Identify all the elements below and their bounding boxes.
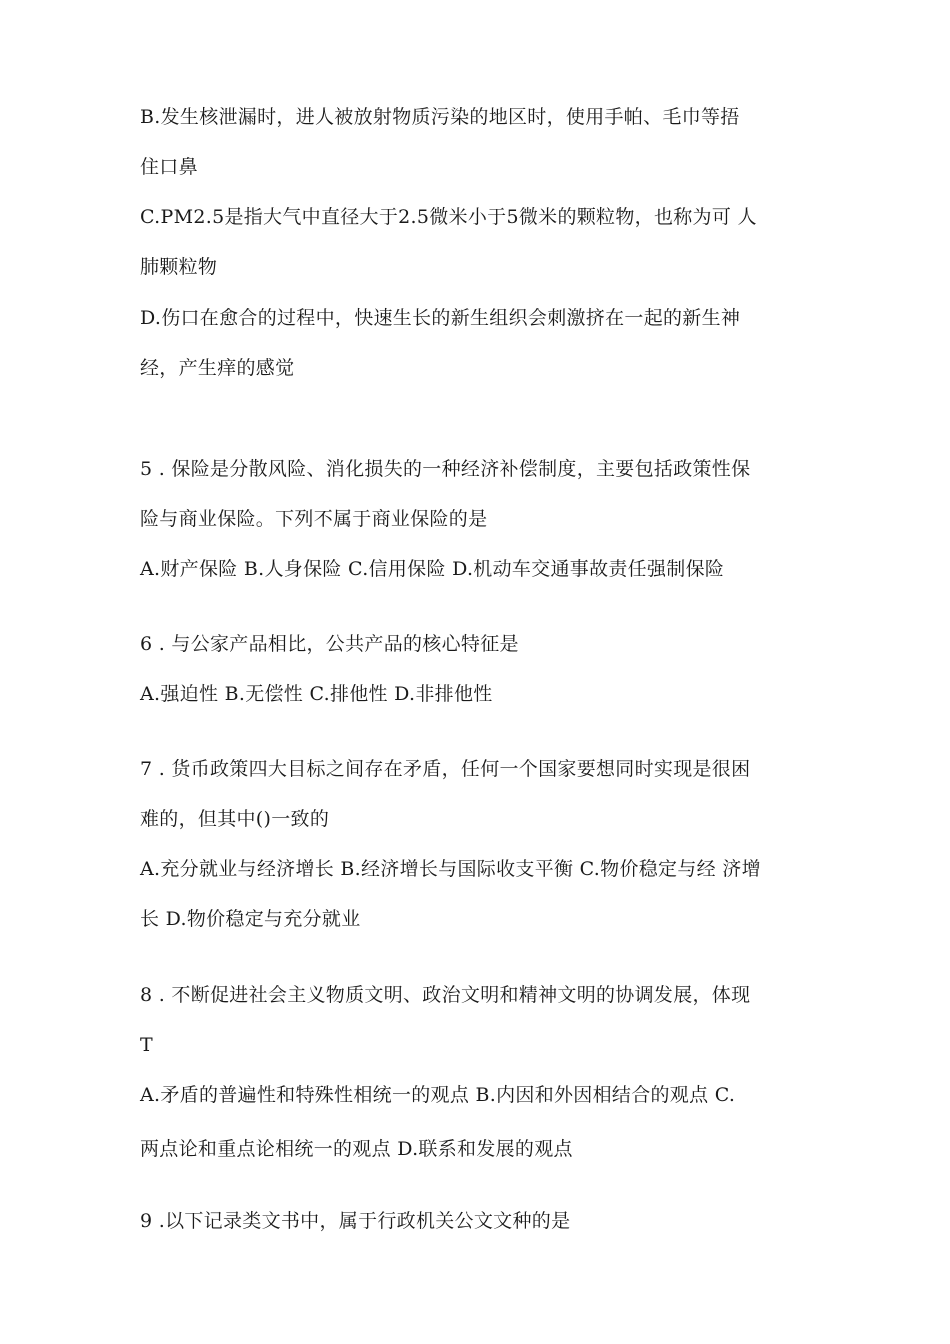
question-5-line-2: 险与商业保险。下列不属于商业保险的是 bbox=[140, 508, 488, 530]
question-5-options: A.财产保险 B.人身保险 C.信用保险 D.机动车交通事故责任强制保险 bbox=[140, 558, 725, 580]
question-9: 9 .以下记录类文书中，属于行政机关公文文种的是 bbox=[140, 1210, 571, 1232]
question-7-options-line-1: A.充分就业与经济增长 B.经济增长与国际收支平衡 C.物价稳定与经 济增 bbox=[140, 858, 761, 880]
option-c-line-1: C.PM2.5是指大气中直径大于2.5微米小于5微米的颗粒物，也称为可 人 bbox=[140, 206, 757, 228]
option-b-line-2: 住口鼻 bbox=[140, 156, 198, 178]
question-5-line-1: 5 . 保险是分散风险、消化损失的一种经济补偿制度，主要包括政策性保 bbox=[140, 458, 751, 480]
question-8-line-2: T bbox=[140, 1034, 153, 1056]
question-6-options: A.强迫性 B.无偿性 C.排他性 D.非排他性 bbox=[140, 683, 493, 705]
option-d-line-2: 经，产生痒的感觉 bbox=[140, 357, 295, 379]
option-c-line-2: 肺颗粒物 bbox=[140, 256, 218, 278]
question-7-line-2: 难的，但其中()一致的 bbox=[140, 808, 330, 830]
question-7-line-1: 7 . 货币政策四大目标之间存在矛盾，任何一个国家要想同时实现是很困 bbox=[140, 758, 751, 780]
option-b-line-1: B.发生核泄漏时，进人被放射物质污染的地区时，使用手帕、毛巾等捂 bbox=[140, 106, 740, 128]
question-8-options-line-1: A.矛盾的普遍性和特殊性相统一的观点 B.内因和外因相结合的观点 C. bbox=[140, 1084, 736, 1106]
option-d-line-1: D.伤口在愈合的过程中，快速生长的新生组织会刺激挤在一起的新生神 bbox=[140, 307, 741, 329]
question-7-options-line-2: 长 D.物价稳定与充分就业 bbox=[140, 908, 361, 930]
question-6: 6 . 与公家产品相比，公共产品的核心特征是 bbox=[140, 633, 519, 655]
question-8-line-1: 8 . 不断促进社会主义物质文明、政治文明和精神文明的协调发展，体现 bbox=[140, 984, 751, 1006]
question-8-options-line-2: 两点论和重点论相统一的观点 D.联系和发展的观点 bbox=[140, 1138, 573, 1160]
